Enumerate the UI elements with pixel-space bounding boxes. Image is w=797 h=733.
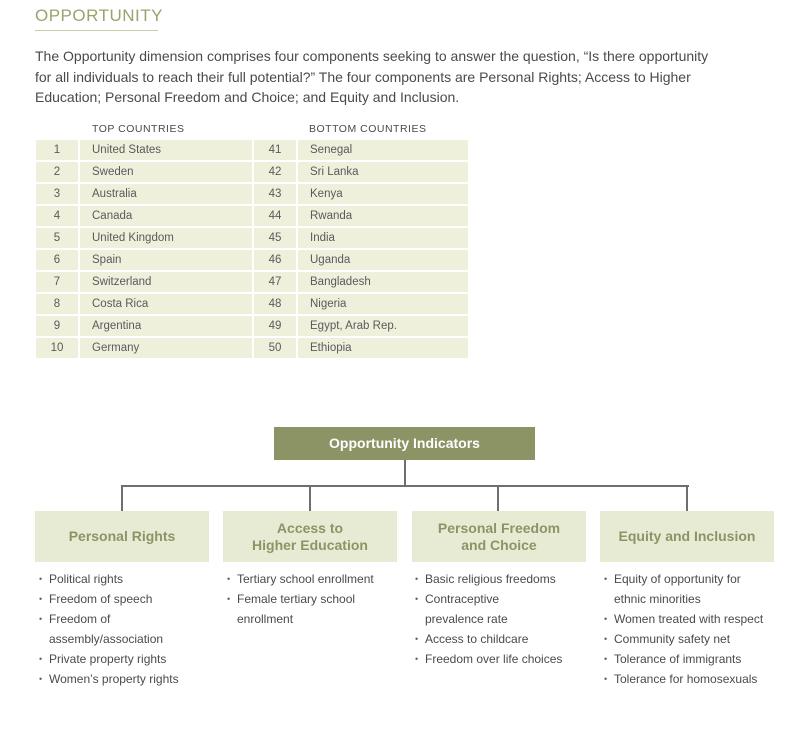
table-row: [36, 272, 468, 292]
connector-vertical-main: [404, 460, 406, 486]
indicators-header: Opportunity Indicators: [274, 427, 535, 460]
title-rule: [35, 30, 158, 31]
top-country-cell: Costa Rica: [80, 294, 252, 314]
bottom-country-cell: Egypt, Arab Rep.: [298, 316, 468, 336]
table-row: [36, 250, 468, 270]
top-rank-cell: 2: [36, 162, 78, 182]
top-rank-cell: 9: [36, 316, 78, 336]
component-label: Equity and Inclusion: [618, 528, 756, 544]
component-label: Access to Higher Education: [252, 519, 368, 553]
bottom-country-cell: Bangladesh: [298, 272, 468, 292]
top-country-cell: United States: [80, 140, 252, 160]
bottom-country-cell: Nigeria: [298, 294, 468, 314]
top-country-cell: Argentina: [80, 316, 252, 336]
component-label: Personal Rights: [68, 528, 176, 544]
bottom-rank-cell: 50: [254, 338, 296, 358]
connector-drop-2: [309, 485, 311, 511]
bottom-countries-header: BOTTOM COUNTRIES: [309, 123, 427, 135]
table-row: [36, 228, 468, 248]
component-personal-freedom-choice: [412, 511, 586, 562]
connector-drop-4: [686, 485, 688, 511]
bottom-rank-cell: 41: [254, 140, 296, 160]
top-rank-cell: 6: [36, 250, 78, 270]
top-country-cell: Australia: [80, 184, 252, 204]
list-item: • Tertiary school enrollment: [227, 569, 407, 589]
list-item-continuation: assembly/association: [49, 632, 164, 646]
list-personal-freedom-choice: [415, 569, 595, 669]
bottom-country-cell: Rwanda: [298, 206, 468, 226]
top-country-cell: Switzerland: [80, 272, 252, 292]
list-equity-inclusion: [604, 569, 794, 689]
top-country-cell: Spain: [80, 250, 252, 270]
top-rank-cell: 5: [36, 228, 78, 248]
bottom-country-cell: Uganda: [298, 250, 468, 270]
list-item: • Female tertiary school: [227, 589, 407, 609]
list-item: • Freedom of: [39, 609, 214, 629]
bottom-country-cell: India: [298, 228, 468, 248]
intro-paragraph: The Opportunity dimension comprises four components seeking to answer the question, “Is there opportunity for all individuals to reach their full potential?” The four components are Personal Rights; Access to Higher Education; Personal Freedom and Choice; and Equity and Inclusion.: [35, 48, 709, 105]
list-item: • Basic religious freedoms: [415, 569, 595, 589]
list-item: • Tolerance of immigrants: [604, 649, 794, 669]
list-item: • Contraceptive: [415, 589, 595, 609]
connector-drop-3: [497, 485, 499, 511]
bottom-rank-cell: 46: [254, 250, 296, 270]
list-item-continuation: ethnic minorities: [614, 592, 701, 606]
bottom-rank-cell: 49: [254, 316, 296, 336]
top-rank-cell: 4: [36, 206, 78, 226]
list-personal-rights: [39, 569, 214, 689]
table-row: [36, 184, 468, 204]
bottom-rank-cell: 43: [254, 184, 296, 204]
section-title: OPPORTUNITY: [35, 6, 163, 25]
top-rank-cell: 8: [36, 294, 78, 314]
bottom-country-cell: Senegal: [298, 140, 468, 160]
top-country-cell: United Kingdom: [80, 228, 252, 248]
bottom-rank-cell: 48: [254, 294, 296, 314]
list-item: • Access to childcare: [415, 629, 595, 649]
list-item: • Women treated with respect: [604, 609, 794, 629]
top-country-cell: Sweden: [80, 162, 252, 182]
list-item: • Equity of opportunity for: [604, 569, 794, 589]
top-rank-cell: 3: [36, 184, 78, 204]
list-item-continuation: prevalence rate: [425, 612, 508, 626]
component-equity-inclusion: [600, 511, 774, 562]
list-item: • Political rights: [39, 569, 214, 589]
table-row: [36, 162, 468, 182]
bottom-rank-cell: 47: [254, 272, 296, 292]
component-label: Personal Freedom and Choice: [437, 519, 561, 553]
component-personal-rights: [35, 511, 209, 562]
table-row: [36, 206, 468, 226]
top-countries-header: TOP COUNTRIES: [92, 123, 185, 135]
connector-drop-1: [121, 485, 123, 511]
top-country-cell: Germany: [80, 338, 252, 358]
top-rank-cell: 1: [36, 140, 78, 160]
bottom-rank-cell: 44: [254, 206, 296, 226]
table-row: [36, 316, 468, 336]
rankings-table: [36, 120, 468, 360]
list-item-continuation: enrollment: [237, 612, 294, 626]
connector-horizontal: [121, 485, 689, 487]
top-country-cell: Canada: [80, 206, 252, 226]
list-item: • Community safety net: [604, 629, 794, 649]
list-item: • Freedom of speech: [39, 589, 214, 609]
table-row: [36, 338, 468, 358]
top-rank-cell: 10: [36, 338, 78, 358]
bottom-country-cell: Sri Lanka: [298, 162, 468, 182]
list-item: • Private property rights: [39, 649, 214, 669]
bottom-rank-cell: 42: [254, 162, 296, 182]
component-access-higher-education: [223, 511, 397, 562]
top-rank-cell: 7: [36, 272, 78, 292]
list-item: • Freedom over life choices: [415, 649, 595, 669]
table-row: [36, 140, 468, 160]
list-access-higher-education: [227, 569, 407, 629]
rankings-header: [36, 120, 468, 140]
list-item: • Tolerance for homosexuals: [604, 669, 794, 689]
table-row: [36, 294, 468, 314]
list-item: • Women’s property rights: [39, 669, 214, 689]
bottom-country-cell: Kenya: [298, 184, 468, 204]
bottom-country-cell: Ethiopia: [298, 338, 468, 358]
bottom-rank-cell: 45: [254, 228, 296, 248]
